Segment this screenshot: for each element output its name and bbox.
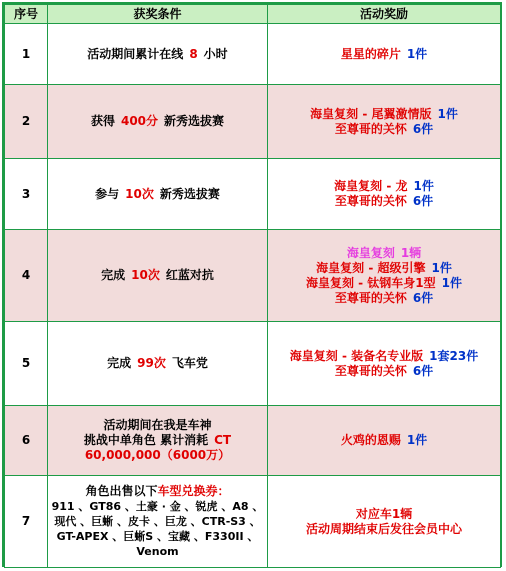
reward-qty: 6件 (412, 194, 434, 208)
car-list-line: GT-APEX 、巨蜥S 、宝藏 、F330II 、 (56, 530, 259, 543)
condition-text: 活动期间在我是车神 (103, 418, 212, 432)
condition-text: 活动期间累计在线 (87, 46, 184, 61)
condition-cell (48, 230, 268, 322)
condition-cell (48, 322, 268, 406)
condition-value: 60,000,000（6000万） (84, 448, 231, 462)
condition-text: 新秀选拔赛 (159, 186, 220, 201)
condition-text: 新秀选拔赛 (164, 114, 225, 128)
condition-cell (48, 476, 268, 568)
condition-value: 10次 (125, 186, 154, 201)
condition-text: 小时 (203, 46, 228, 61)
reward-cell (268, 322, 501, 406)
reward-item: 海皇复刻 - 超级引擎 (316, 260, 426, 275)
condition-text: 获得 (90, 114, 115, 128)
reward-qty: 6件 (412, 290, 434, 305)
reward-qty: 6件 (412, 121, 434, 136)
header-index: 序号 (5, 5, 48, 24)
header-reward: 活动奖励 (268, 5, 501, 24)
condition-text: 飞车党 (171, 356, 208, 370)
reward-cell (268, 24, 501, 85)
reward-qty: 1件 (406, 433, 428, 447)
reward-item: 至尊哥的关怀 (334, 290, 407, 305)
table-row (5, 85, 501, 159)
condition-value: 99次 (137, 356, 166, 370)
reward-qty: 1件 (441, 275, 463, 290)
table-row (5, 159, 501, 230)
row-index: 3 (5, 159, 48, 230)
reward-item: 海皇复刻 - 尾翼激情版 (310, 106, 432, 121)
reward-note: 活动周期结束后发往会员中心 (305, 521, 462, 536)
condition-cell (48, 406, 268, 476)
reward-item: 至尊哥的关怀 (334, 121, 407, 136)
row-index: 4 (5, 230, 48, 322)
reward-cell (268, 406, 501, 476)
condition-cell (48, 24, 268, 85)
condition-value: CT (214, 433, 232, 447)
row-index: 1 (5, 24, 48, 85)
header-row (5, 5, 501, 24)
reward-item: 星星的碎片 (340, 46, 401, 61)
reward-cell (268, 230, 501, 322)
condition-text: 完成 (101, 268, 126, 282)
row-index: 2 (5, 85, 48, 159)
reward-table (4, 4, 501, 568)
condition-value: 8 (189, 46, 198, 61)
reward-qty: 1件 (437, 106, 458, 121)
reward-item: 火鸡的恩赐 (340, 433, 401, 447)
condition-value: 车型兑换券： (157, 484, 230, 498)
row-index: 6 (5, 406, 48, 476)
reward-item: 海皇复刻 (346, 245, 395, 260)
condition-cell (48, 85, 268, 159)
table-row (5, 322, 501, 406)
table-row (5, 476, 501, 568)
row-index: 7 (5, 476, 48, 568)
reward-qty: 1件 (406, 46, 428, 61)
reward-qty: 1件 (413, 179, 434, 193)
reward-item: 至尊哥的关怀 (334, 363, 407, 378)
reward-table-frame (2, 2, 502, 567)
table-row (5, 230, 501, 322)
condition-text: 参与 (95, 186, 120, 201)
reward-item: 海皇复刻 - 装备名专业版 (289, 348, 424, 363)
reward-qty: 1件 (431, 260, 452, 275)
condition-text: 红蓝对抗 (165, 268, 214, 282)
car-list-line: Venom (136, 545, 179, 558)
reward-item: 至尊哥的关怀 (334, 194, 407, 208)
condition-value: 400分 (120, 114, 159, 128)
reward-item: 海皇复刻 - 钛钢车身1型 (305, 275, 436, 290)
reward-item: 对应车1辆 (355, 506, 413, 521)
condition-cell (48, 159, 268, 230)
condition-text: 完成 (107, 356, 132, 370)
reward-cell (268, 85, 501, 159)
reward-qty: 1套23件 (429, 348, 479, 363)
reward-item: 海皇复刻 - 龙 (334, 179, 408, 193)
reward-cell (268, 476, 501, 568)
reward-qty: 1辆 (400, 245, 422, 260)
reward-cell (268, 159, 501, 230)
header-condition: 获奖条件 (48, 5, 268, 24)
table-row (5, 24, 501, 85)
car-list-line: 现代 、巨蜥 、皮卡 、巨龙 、CTR-S3 、 (54, 515, 261, 528)
row-index: 5 (5, 322, 48, 406)
condition-value: 10次 (131, 268, 160, 282)
table-row (5, 406, 501, 476)
condition-text: 挑战中单角色 累计消耗 (83, 433, 209, 447)
reward-qty: 6件 (412, 363, 434, 378)
car-list-line: 911 、GT86 、土豪 · 金 、锐虎 、A8 、 (51, 500, 264, 513)
condition-text: 角色出售以下 (85, 484, 158, 498)
